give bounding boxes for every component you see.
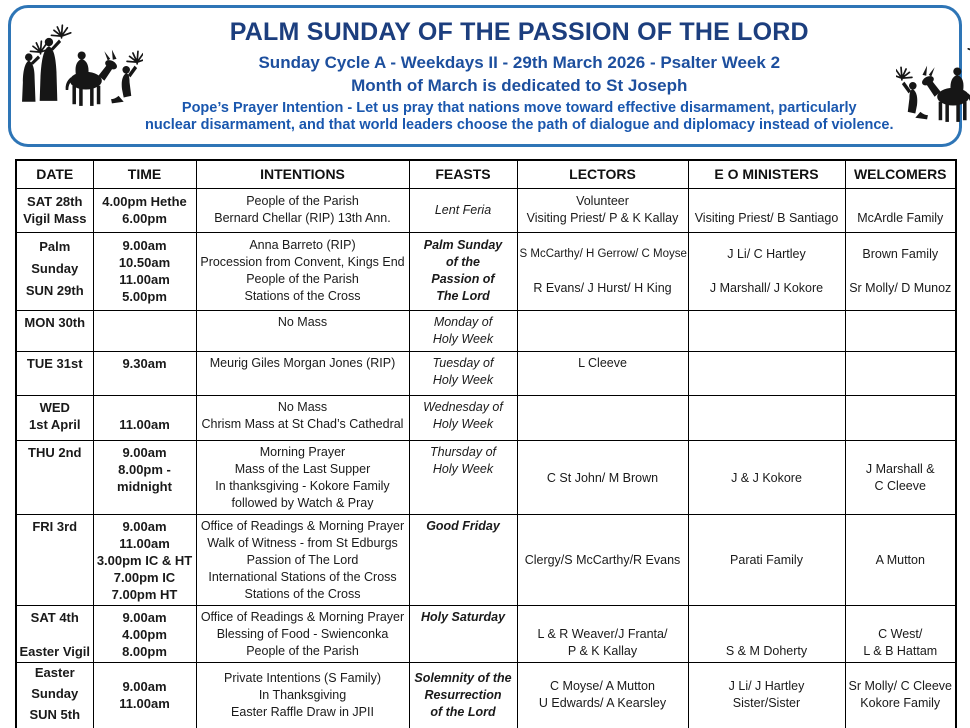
cycle-line: Sunday Cycle A - Weekdays II - 29th March 2026 - Psalter Week 2 (258, 53, 781, 72)
cell-date: Easter Sunday SUN 5th (16, 662, 93, 728)
cell-lectors: L & R Weaver/J Franta/ P & K Kallay (517, 605, 688, 662)
cell-time: 9.00am 11.00am (93, 662, 196, 728)
table-header-row (16, 160, 956, 188)
cell-eo-ministers (688, 395, 845, 440)
cell-intentions: Anna Barreto (RIP) Procession from Convent, Kings End People of the Parish Stations of the Cross (196, 232, 409, 310)
cell-eo-ministers: Visiting Priest/ B Santiago (688, 188, 845, 232)
col-header-eo-ministers: E O MINISTERS (688, 160, 845, 188)
cell-welcomers (845, 310, 956, 351)
cell-welcomers (845, 395, 956, 440)
table-row-easter-sunday (16, 662, 956, 728)
cell-lectors: L Cleeve (517, 351, 688, 395)
cell-date: FRI 3rd (16, 514, 93, 605)
cell-time: 9.00am 8.00pm - midnight (93, 440, 196, 514)
cell-eo-ministers (688, 351, 845, 395)
cell-welcomers (845, 351, 956, 395)
header-banner (8, 5, 962, 147)
cell-intentions: Morning Prayer Mass of the Last Supper In thanksgiving - Kokore Family followed by Watch & Pray (196, 440, 409, 514)
cell-welcomers: McArdle Family (845, 188, 956, 232)
col-header-feasts: FEASTS (409, 160, 517, 188)
cell-date: SAT 28th Vigil Mass (16, 188, 93, 232)
col-header-time: TIME (93, 160, 196, 188)
page-title: PALM SUNDAY OF THE PASSION OF THE LORD (229, 18, 809, 46)
cell-feasts: Monday of Holy Week (409, 310, 517, 351)
table-row-fri-3rd (16, 514, 956, 605)
col-header-intentions: INTENTIONS (196, 160, 409, 188)
palm-procession-silhouette-icon (17, 16, 143, 116)
cell-date: THU 2nd (16, 440, 93, 514)
cell-lectors: C Moyse/ A Mutton U Edwards/ A Kearsley (517, 662, 688, 728)
cell-date: WED 1st April (16, 395, 93, 440)
cell-date: MON 30th (16, 310, 93, 351)
cell-intentions: Private Intentions (S Family) In Thanksgiving Easter Raffle Draw in JPII (196, 662, 409, 728)
cell-feasts: Solemnity of the Resurrection of the Lord (409, 662, 517, 728)
palm-procession-image-right (894, 32, 970, 132)
cell-eo-ministers (688, 310, 845, 351)
cell-eo-ministers: Parati Family (688, 514, 845, 605)
cell-lectors: S McCarthy/ H Gerrow/ C Moyse R Evans/ J Hurst/ H King (517, 232, 688, 310)
cell-welcomers: A Mutton (845, 514, 956, 605)
cell-time (93, 310, 196, 351)
cell-time: 9.00am 10.50am 11.00am 5.00pm (93, 232, 196, 310)
cell-intentions: No Mass Chrism Mass at St Chad’s Cathedral (196, 395, 409, 440)
cell-intentions: Office of Readings & Morning Prayer Blessing of Food - Swienconka People of the Parish (196, 605, 409, 662)
cell-date: SAT 4th Easter Vigil (16, 605, 93, 662)
table-row-tue-31st (16, 351, 956, 395)
col-header-date: DATE (16, 160, 93, 188)
cell-lectors: Volunteer Visiting Priest/ P & K Kallay (517, 188, 688, 232)
cell-feasts: Wednesday of Holy Week (409, 395, 517, 440)
table-row-mon-30th (16, 310, 956, 351)
table-row-palm-sunday (16, 232, 956, 310)
popes-prayer-intention: Pope’s Prayer Intention - Let us pray that nations move toward effective disarmament, particularly nuclear disarmament, and that world leaders choose the path of dialogue and diplomacy instead of violence. (145, 100, 894, 133)
cell-eo-ministers: J & J Kokore (688, 440, 845, 514)
table-row-sat-28th (16, 188, 956, 232)
cell-feasts: Holy Saturday (409, 605, 517, 662)
cell-feasts: Good Friday (409, 514, 517, 605)
cell-lectors: C St John/ M Brown (517, 440, 688, 514)
bulletin-page (0, 5, 970, 728)
table-row-wed-1st-april (16, 395, 956, 440)
cell-welcomers: C West/ L & B Hattam (845, 605, 956, 662)
cell-feasts: Palm Sunday of the Passion of The Lord (409, 232, 517, 310)
cell-lectors (517, 395, 688, 440)
palm-procession-silhouette-icon (896, 32, 970, 132)
cell-date: Palm Sunday SUN 29th (16, 232, 93, 310)
mass-schedule-table (15, 159, 957, 728)
cell-intentions: No Mass (196, 310, 409, 351)
cell-eo-ministers: J Li/ C Hartley J Marshall/ J Kokore (688, 232, 845, 310)
cell-time: 9.30am (93, 351, 196, 395)
col-header-lectors: LECTORS (517, 160, 688, 188)
cell-lectors (517, 310, 688, 351)
cell-feasts: Thursday of Holy Week (409, 440, 517, 514)
palm-procession-image-left (15, 16, 145, 116)
col-header-welcomers: WELCOMERS (845, 160, 956, 188)
cell-welcomers: Sr Molly/ C Cleeve Kokore Family (845, 662, 956, 728)
cell-welcomers: Brown Family Sr Molly/ D Munoz (845, 232, 956, 310)
cell-eo-ministers: J Li/ J Hartley Sister/Sister (688, 662, 845, 728)
cell-feasts: Tuesday of Holy Week (409, 351, 517, 395)
cell-time: 4.00pm Hethe 6.00pm (93, 188, 196, 232)
header-text-block (145, 10, 894, 134)
cell-eo-ministers: S & M Doherty (688, 605, 845, 662)
cell-feasts: Lent Feria (409, 188, 517, 232)
table-row-thu-2nd (16, 440, 956, 514)
cell-welcomers: J Marshall & C Cleeve (845, 440, 956, 514)
cell-time: 11.00am (93, 395, 196, 440)
cell-lectors: Clergy/S McCarthy/R Evans (517, 514, 688, 605)
cell-intentions: People of the Parish Bernard Chellar (RIP) 13th Ann. (196, 188, 409, 232)
month-dedication-line: Month of March is dedicated to St Joseph (351, 76, 688, 95)
cell-time: 9.00am 4.00pm 8.00pm (93, 605, 196, 662)
cell-intentions: Meurig Giles Morgan Jones (RIP) (196, 351, 409, 395)
cell-time: 9.00am 11.00am 3.00pm IC & HT 7.00pm IC 7.00pm HT (93, 514, 196, 605)
cell-intentions: Office of Readings & Morning Prayer Walk of Witness - from St Edburgs Passion of The Lord International Stations of the Cross Stations of the Cross (196, 514, 409, 605)
cell-date: TUE 31st (16, 351, 93, 395)
table-row-sat-4th (16, 605, 956, 662)
